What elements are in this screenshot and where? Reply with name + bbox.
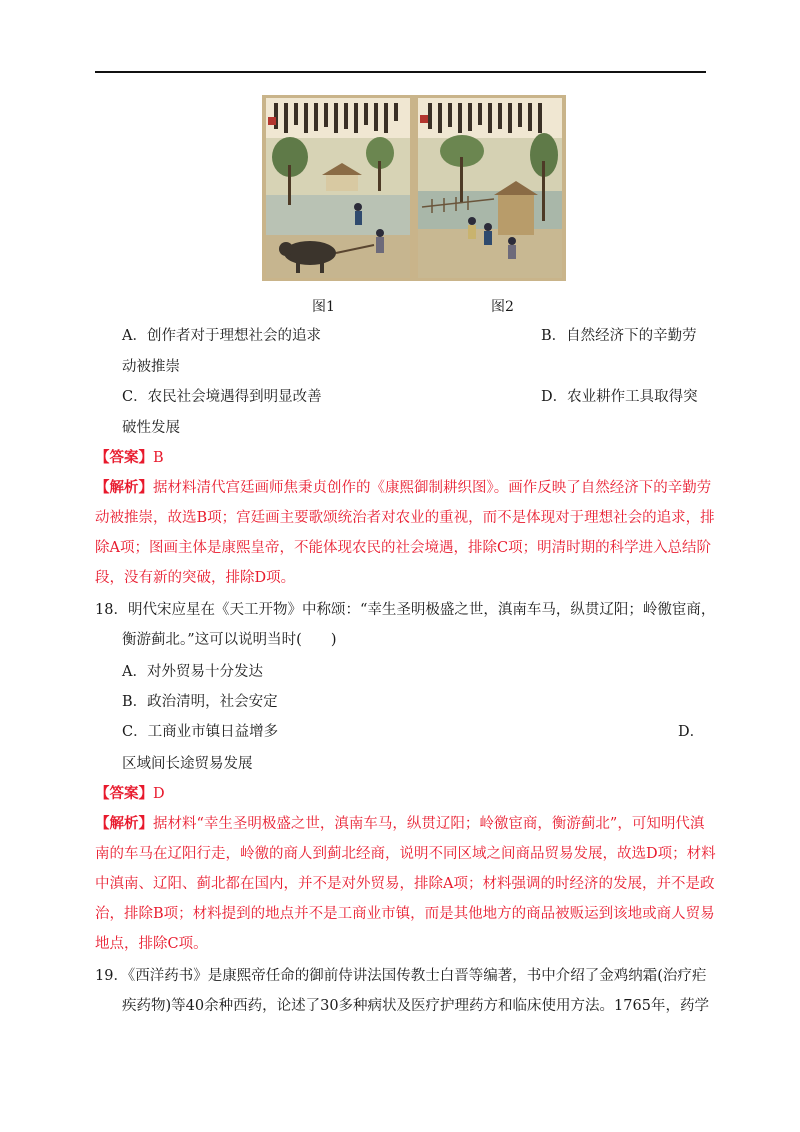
q17-option-a: A．创作者对于理想社会的追求 [122, 328, 321, 344]
q17-answer-value: B [153, 450, 164, 466]
q18-stem-line-2: 衡游蓟北。”这可以说明当时( ) [122, 632, 337, 648]
q18-answer-value: D [153, 786, 165, 802]
answer-tag: 【答案】 [95, 449, 153, 466]
q17-option-b: B．自然经济下的辛勤劳 [541, 328, 697, 344]
q18-option-d: D． [678, 724, 705, 740]
q18-option-b: B．政治清明，社会安定 [122, 694, 278, 710]
top-rule [95, 71, 706, 73]
q17-option-c: C．农民社会境遇得到明显改善 [122, 389, 322, 405]
figure-2-label: 图2 [491, 299, 514, 315]
q18-analysis-line-3: 中滇南、辽阳、蓟北都在国内，并不是对外贸易，排除A项；材料强调的时经济的发展，并不是政 [95, 876, 715, 892]
q19-stem-line-1: 19．《西洋药书》是康熙帝任命的御前侍讲法国传教士白晋等编著，书中介绍了金鸡纳霜(治疗疟 [95, 968, 707, 984]
q18-analysis-line-1: 【解析】据材料“幸生圣明极盛之世，滇南车马，纵贯辽阳；岭徼宦商，衡游蓟北”，可知明代滇 [95, 815, 705, 832]
q17-analysis-line-3: 除A项；图画主体是康熙皇帝，不能体现农民的社会境遇，排除C项；明清时期的科学进入总结阶 [95, 540, 712, 556]
figure-1-label: 图1 [312, 299, 335, 315]
q18-answer [95, 782, 165, 803]
q17-analysis-line-2: 动被推崇，故选B项；宫廷画主要歌颂统治者对农业的重视，而不是体现对于理想社会的追求，排 [95, 510, 715, 526]
analysis-tag: 【解析】 [95, 815, 153, 832]
q18-option-c: C．工商业市镇日益增多 [122, 724, 279, 740]
q18-option-a: A．对外贸易十分发达 [122, 664, 263, 680]
q17-option-d-continued: 破性发展 [122, 420, 180, 436]
q18-stem-line-1: 18．明代宋应星在《天工开物》中称颂：“幸生圣明极盛之世，滇南车马，纵贯辽阳；岭徼宦商， [95, 602, 716, 618]
q19-stem-line-2: 疾药物)等40余种西药，论述了30多种病状及医疗护理药方和临床使用方法。1765年，药学 [122, 998, 709, 1014]
figure-panel-2 [418, 98, 562, 278]
q18-analysis-line-5: 地点，排除C项。 [95, 936, 208, 952]
q18-analysis-line-2: 南的车马在辽阳行走，岭徼的商人到蓟北经商，说明不同区域之间商品贸易发展，故选D项；材料 [95, 846, 716, 862]
q17-option-d: D．农业耕作工具取得突 [541, 389, 698, 405]
q17-option-b-continued: 动被推崇 [122, 359, 180, 375]
answer-tag: 【答案】 [95, 785, 153, 802]
q18-option-d-text: 区域间长途贸易发展 [122, 756, 253, 772]
q18-analysis-line-4: 治，排除B项；材料提到的地点并不是工商业市镇，而是其他地方的商品被贩运到该地或商人贸易 [95, 906, 715, 922]
q17-analysis-line-1: 【解析】据材料清代宫廷画师焦秉贞创作的《康熙御制耕织图》。画作反映了自然经济下的辛勤劳 [95, 479, 712, 496]
q17-analysis-line-4: 段，没有新的突破，排除D项。 [95, 570, 296, 586]
figure-panel-1 [266, 98, 410, 278]
q17-answer [95, 446, 164, 467]
farming-painting-figure [262, 95, 566, 281]
analysis-tag: 【解析】 [95, 479, 153, 496]
